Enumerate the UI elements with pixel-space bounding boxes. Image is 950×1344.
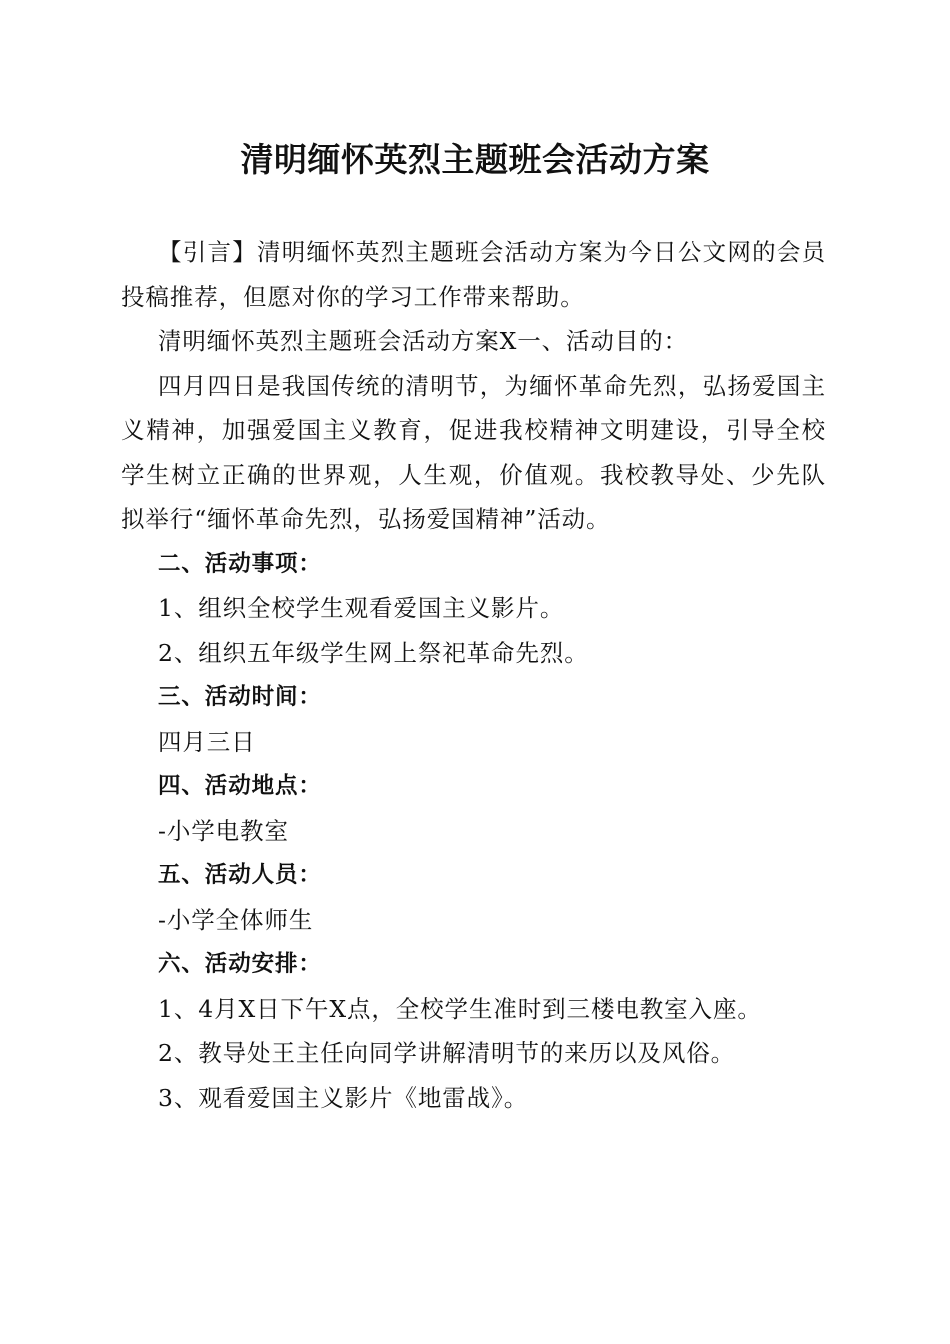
list-item: 2、组织五年级学生网上祭祀革命先烈。: [158, 638, 589, 667]
section-heading-items: 二、活动事项：: [158, 550, 322, 577]
list-item: 1、组织全校学生观看爱国主义影片。: [158, 594, 565, 622]
section-heading-time: 三、活动时间：: [158, 684, 322, 710]
list-item: 3、观看爱国主义影片《地雷战》。: [158, 1083, 529, 1112]
section-value-time: 四月三日: [158, 727, 256, 756]
list-item: 2、教导处王主任向同学讲解清明节的来历以及风俗。: [158, 1039, 736, 1067]
section-heading-participants: 五、活动人员：: [158, 862, 322, 888]
section-value-location: -小学电教室: [158, 816, 289, 845]
document-title: 清明缅怀英烈主题班会活动方案: [240, 140, 710, 179]
section-heading-schedule: 六、活动安排：: [158, 951, 322, 977]
intro-paragraph: 【引言】清明缅怀英烈主题班会活动方案为今日公文网的会员投稿推荐，但愿对你的学习工作带来帮助。: [121, 238, 826, 311]
document-body: [121, 230, 826, 1120]
purpose-paragraph: 四月四日是我国传统的清明节，为缅怀革命先烈，弘扬爱国主义精神，加强爱国主义教育，促进我校精神文明建设，引导全校学生树立正确的世界观，人生观，价值观。我校教导处、少先队拟举行“缅怀革命先烈，弘扬爱国精神”活动。: [121, 371, 826, 533]
list-item: 1、4月X日下午X点，全校学生准时到三楼电教室入座。: [158, 994, 762, 1023]
section-value-participants: -小学全体师生: [158, 905, 314, 934]
section-heading-location: 四、活动地点：: [158, 773, 322, 799]
subtitle-line: 清明缅怀英烈主题班会活动方案X一、活动目的：: [158, 327, 689, 355]
